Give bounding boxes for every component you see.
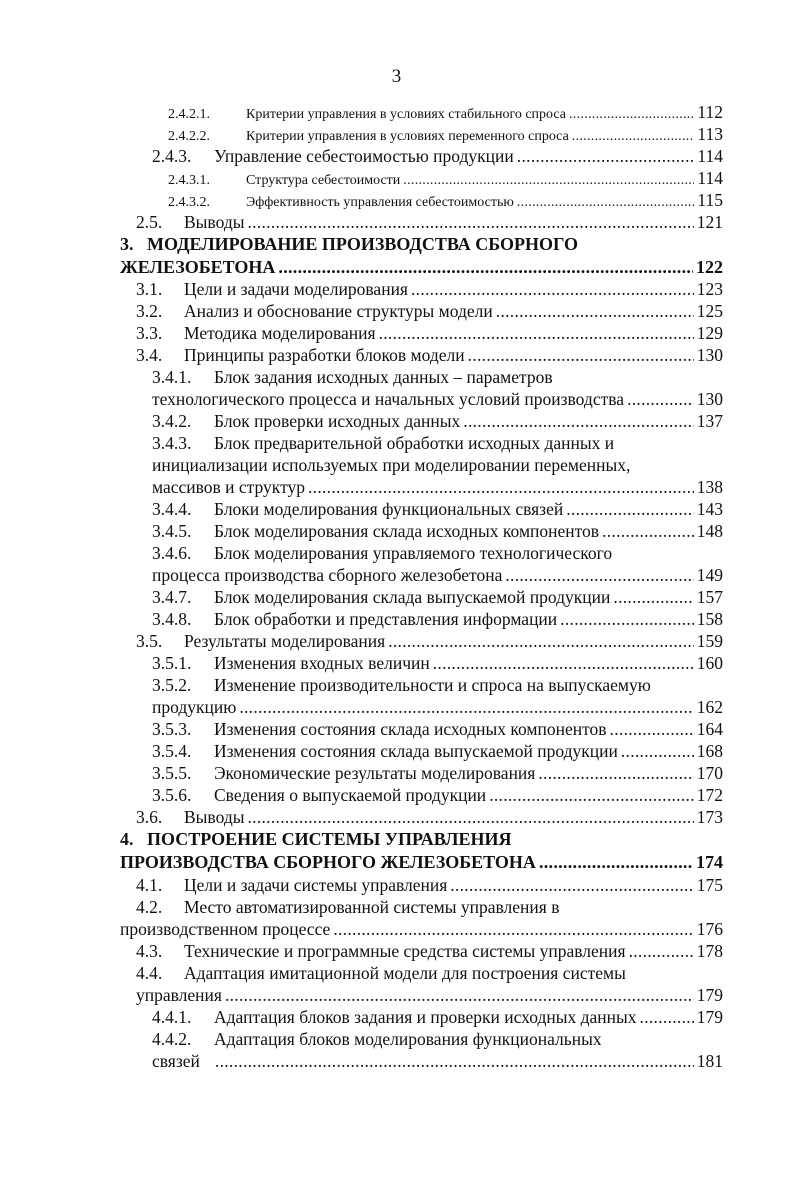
dot-leader: [450, 874, 693, 896]
toc-entry-title: Блок предварительной обработки исходных данных и: [214, 433, 615, 453]
toc-entry-title: МОДЕЛИРОВАНИЕ ПРОИЗВОДСТВА СБОРНОГО: [147, 234, 578, 254]
toc-entry-page: 164: [696, 719, 723, 739]
toc-entry-page: 172: [696, 785, 723, 805]
toc-entry-3-5[interactable]: [136, 630, 723, 652]
toc-entry-page: 162: [696, 697, 723, 717]
toc-entry-3-5-1[interactable]: [152, 652, 723, 674]
toc-entry-3-4-3[interactable]: [152, 432, 723, 454]
toc-entry-title: Управление себестоимостью продукции: [214, 146, 514, 166]
toc-entry-4-4-cont[interactable]: [136, 984, 723, 1006]
dot-leader: [560, 608, 694, 630]
toc-entry-title: производственном процессе: [120, 919, 331, 939]
dot-leader: [538, 762, 693, 784]
toc-entry-page: 113: [697, 124, 723, 144]
toc-entry-title: процесса производства сборного железобетона: [152, 565, 503, 585]
dot-leader: [517, 145, 695, 167]
toc-entry-page: 123: [696, 279, 723, 299]
dot-leader: [239, 696, 693, 718]
toc-entry-title: Блок задания исходных данных – параметров: [214, 367, 553, 387]
toc-entry-title: Критерии управления в условиях переменного спроса: [246, 129, 569, 144]
toc-entry-title: ПРОИЗВОДСТВА СБОРНОГО ЖЕЛЕЗОБЕТОНА: [120, 852, 536, 872]
toc-entry-number: 3.4.6.: [152, 543, 192, 563]
toc-entry-title: Блок обработки и представления информации: [214, 609, 558, 629]
dot-leader: [468, 344, 694, 366]
toc-entry-2-4-3-1[interactable]: [168, 167, 723, 189]
toc-entry-page: 173: [696, 807, 723, 827]
toc-entry-number: 4.2.: [136, 897, 163, 917]
toc-entry-4-4-1[interactable]: [152, 1006, 723, 1028]
dot-leader: [379, 322, 694, 344]
toc-entry-2-4-2-1[interactable]: [168, 101, 723, 123]
toc-entry-page: 158: [696, 609, 723, 629]
toc-entry-3-4-1[interactable]: [152, 366, 723, 388]
dot-leader: [566, 498, 694, 520]
toc-entry-number: 2.4.3.2.: [168, 195, 210, 210]
toc-chapter-4[interactable]: [120, 828, 723, 850]
dot-leader: [308, 476, 694, 498]
toc-entry-number: 4.4.1.: [152, 1007, 192, 1027]
dot-leader: [411, 278, 694, 300]
dot-leader: [602, 520, 694, 542]
toc-entry-title: Методика моделирования: [184, 323, 376, 343]
toc-entry-title: Изменения состояния склада исходных компонентов: [214, 719, 607, 739]
toc-entry-title: ЖЕЛЕЗОБЕТОНА: [120, 257, 276, 277]
toc-entry-3-5-6[interactable]: [152, 784, 723, 806]
toc-entry-page: 168: [696, 741, 723, 761]
toc-entry-page: 114: [697, 168, 723, 188]
toc-entry-3-4-2[interactable]: [152, 410, 723, 432]
toc-entry-3-4[interactable]: [136, 344, 723, 366]
dot-leader: [388, 630, 694, 652]
toc-entry-title: Цели и задачи моделирования: [184, 279, 408, 299]
toc-entry-number: 3.5.2.: [152, 675, 192, 695]
toc-entry-title: Блок моделирования склада исходных компонентов: [214, 521, 600, 541]
dot-leader: [640, 1006, 694, 1028]
toc-chapter-4-cont[interactable]: [120, 851, 723, 873]
toc-entry-page: 178: [696, 941, 723, 961]
toc-entry-number: 3.: [120, 234, 134, 254]
dot-leader: [496, 300, 694, 322]
toc-entry-3-4-3-cont2[interactable]: [152, 476, 723, 498]
toc-entry-3-5-2[interactable]: [152, 674, 723, 696]
toc-entry-number: 4.: [120, 829, 134, 849]
toc-entry-page: 122: [696, 257, 723, 277]
toc-entry-page: 160: [696, 653, 723, 673]
toc-entry-number: 3.4.2.: [152, 411, 192, 431]
toc-entry-4-2-cont[interactable]: [120, 918, 723, 940]
toc-entry-number: 3.6.: [136, 807, 163, 827]
toc-entry-title: Результаты моделирования: [184, 631, 386, 651]
dot-leader: [629, 940, 694, 962]
toc-entry-page: 170: [696, 763, 723, 783]
toc-entry-2-4-3[interactable]: [152, 145, 723, 167]
toc-entry-title: технологического процесса и начальных условий производства: [152, 389, 625, 409]
toc-entry-title: Цели и задачи системы управления: [184, 875, 448, 895]
dot-leader: [621, 740, 694, 762]
toc-entry-number: 4.4.2.: [152, 1029, 192, 1049]
toc-entry-page: 121: [696, 212, 723, 232]
toc-entry-title: Критерии управления в условиях стабильного спроса: [246, 107, 566, 122]
toc-entry-number: 3.4.5.: [152, 521, 192, 541]
toc-entry-page: 112: [697, 102, 723, 122]
toc-entry-3-6[interactable]: [136, 806, 723, 828]
toc-entry-page: 159: [696, 631, 723, 651]
dot-leader: [539, 851, 693, 873]
toc-entry-title: Принципы разработки блоков модели: [184, 345, 465, 365]
dot-leader: [627, 388, 694, 410]
toc-entry-3-3[interactable]: [136, 322, 723, 344]
toc-entry-number: 3.5.: [136, 631, 163, 651]
toc-entry-4-4[interactable]: [136, 962, 723, 984]
toc-entry-4-2[interactable]: [136, 896, 723, 918]
dot-leader: [433, 652, 694, 674]
dot-leader: [278, 256, 693, 278]
toc-entry-page: 137: [696, 411, 723, 431]
dot-leader: [215, 1050, 694, 1072]
toc-entry-page: 138: [696, 477, 723, 497]
toc-chapter-3[interactable]: [120, 233, 723, 255]
toc-entry-title: Изменения входных величин: [214, 653, 430, 673]
toc-entry-number: 3.4.: [136, 345, 163, 365]
toc-entry-title: управления: [136, 985, 222, 1005]
toc-entry-3-4-1-cont[interactable]: [152, 388, 723, 410]
toc-entry-page: 115: [697, 190, 723, 210]
toc-entry-3-5-5[interactable]: [152, 762, 723, 784]
toc-entry-number: 3.4.3.: [152, 433, 192, 453]
toc-entry-page: 143: [696, 499, 723, 519]
toc-entry-page: 129: [696, 323, 723, 343]
dot-leader: [463, 410, 693, 432]
toc-entry-number: 4.1.: [136, 875, 163, 895]
toc-entry-number: 2.5.: [136, 212, 163, 232]
toc-entry-number: 2.4.3.: [152, 146, 192, 166]
toc-chapter-3-cont[interactable]: [120, 256, 723, 278]
toc-entry-title: связей: [152, 1051, 200, 1071]
toc-entry-number: 3.5.1.: [152, 653, 192, 673]
toc-entry-3-4-4[interactable]: [152, 498, 723, 520]
toc-entry-3-5-3[interactable]: [152, 718, 723, 740]
toc-entry-page: 179: [696, 985, 723, 1005]
toc-entry-page: 130: [696, 345, 723, 365]
page-number: 3: [391, 66, 402, 87]
toc-entry-number: 3.4.7.: [152, 587, 192, 607]
toc-entry-number: 4.4.: [136, 963, 163, 983]
toc-entry-3-4-5[interactable]: [152, 520, 723, 542]
toc-entry-3-5-4[interactable]: [152, 740, 723, 762]
toc-entry-number: 3.4.8.: [152, 609, 192, 629]
toc-entry-title: Анализ и обоснование структуры модели: [184, 301, 493, 321]
toc-entry-3-4-6[interactable]: [152, 542, 723, 564]
toc-entry-title: инициализации используемых при моделировании переменных,: [152, 455, 631, 475]
toc-entry-title: продукцию: [152, 697, 237, 717]
toc-entry-page: 176: [696, 919, 723, 939]
toc-entry-number: 3.3.: [136, 323, 163, 343]
dot-leader: [613, 586, 693, 608]
toc-entry-4-4-2[interactable]: [152, 1028, 723, 1050]
toc-entry-title: Выводы: [184, 212, 245, 232]
dot-leader: [505, 564, 693, 586]
toc-entry-3-4-3-cont[interactable]: [152, 454, 723, 476]
toc-entry-4-1[interactable]: [136, 874, 723, 896]
toc-entry-number: 2.4.2.2.: [168, 129, 210, 144]
dot-leader: [225, 984, 694, 1006]
toc-entry-page: 114: [697, 146, 723, 166]
toc-entry-number: 3.5.3.: [152, 719, 192, 739]
toc-entry-title: Экономические результаты моделирования: [214, 763, 536, 783]
toc-entry-page: 157: [696, 587, 723, 607]
dot-leader: [489, 784, 694, 806]
dot-leader: [333, 918, 693, 940]
dot-leader: [247, 806, 693, 828]
toc-entry-page: 175: [696, 875, 723, 895]
toc-entry-page: 179: [696, 1007, 723, 1027]
toc-entry-title: Сведения о выпускаемой продукции: [214, 785, 487, 805]
toc-entry-title: Адаптация блоков моделирования функциональных: [214, 1029, 602, 1049]
toc-entry-title: массивов и структур: [152, 477, 305, 497]
toc-entry-title: Структура себестоимости: [246, 173, 401, 188]
toc-entry-number: 3.4.1.: [152, 367, 192, 387]
dot-leader: [247, 211, 693, 233]
toc-entry-title: Блок моделирования управляемого технологического: [214, 543, 613, 563]
toc-entry-3-4-7[interactable]: [152, 586, 723, 608]
toc-entry-title: Блоки моделирования функциональных связей: [214, 499, 564, 519]
toc-entry-3-5-2-cont[interactable]: [152, 696, 723, 718]
toc-entry-title: ПОСТРОЕНИЕ СИСТЕМЫ УПРАВЛЕНИЯ: [147, 829, 512, 849]
toc-entry-title: Адаптация блоков задания и проверки исходных данных: [214, 1007, 637, 1027]
toc-entry-title: Адаптация имитационной модели для построения системы: [184, 963, 626, 983]
toc-entry-title: Изменение производительности и спроса на выпускаемую: [214, 675, 651, 695]
toc-entry-page: 149: [696, 565, 723, 585]
toc-entry-number: 4.3.: [136, 941, 163, 961]
toc-entry-number: 3.5.4.: [152, 741, 192, 761]
toc-entry-number: 3.1.: [136, 279, 163, 299]
toc-entry-2-4-2-2[interactable]: [168, 123, 723, 145]
toc-entry-number: 3.5.6.: [152, 785, 192, 805]
toc-entry-number: 3.4.4.: [152, 499, 192, 519]
toc-entry-2-5[interactable]: [136, 211, 723, 233]
toc-entry-page: 148: [696, 521, 723, 541]
toc-entry-4-3[interactable]: [136, 940, 723, 962]
toc-entry-title: Блок проверки исходных данных: [214, 411, 461, 431]
toc-entry-3-2[interactable]: [136, 300, 723, 322]
toc-entry-page: 174: [696, 852, 723, 872]
toc-entry-title: Место автоматизированной системы управления в: [184, 897, 560, 917]
toc-entry-title: Эффективность управления себестоимостью: [246, 195, 514, 210]
toc-entry-3-1[interactable]: [136, 278, 723, 300]
toc-entry-number: 3.5.5.: [152, 763, 192, 783]
toc-entry-title: Изменения состояния склада выпускаемой продукции: [214, 741, 618, 761]
toc-entry-3-4-6-cont[interactable]: [152, 564, 723, 586]
toc-entry-page: 181: [696, 1051, 723, 1071]
toc-entry-number: 2.4.2.1.: [168, 107, 210, 122]
toc-entry-2-4-3-2[interactable]: [168, 189, 723, 211]
toc-entry-page: 130: [696, 389, 723, 409]
toc-entry-3-4-8[interactable]: [152, 608, 723, 630]
dot-leader: [610, 718, 694, 740]
toc-entry-page: 125: [696, 301, 723, 321]
toc-entry-4-4-2-cont[interactable]: [152, 1050, 723, 1072]
toc-entry-number: 2.4.3.1.: [168, 173, 210, 188]
toc-entry-title: Блок моделирования склада выпускаемой продукции: [214, 587, 611, 607]
toc-entry-title: Выводы: [184, 807, 245, 827]
toc-entry-number: 3.2.: [136, 301, 163, 321]
toc-entry-title: Технические и программные средства системы управления: [184, 941, 626, 961]
